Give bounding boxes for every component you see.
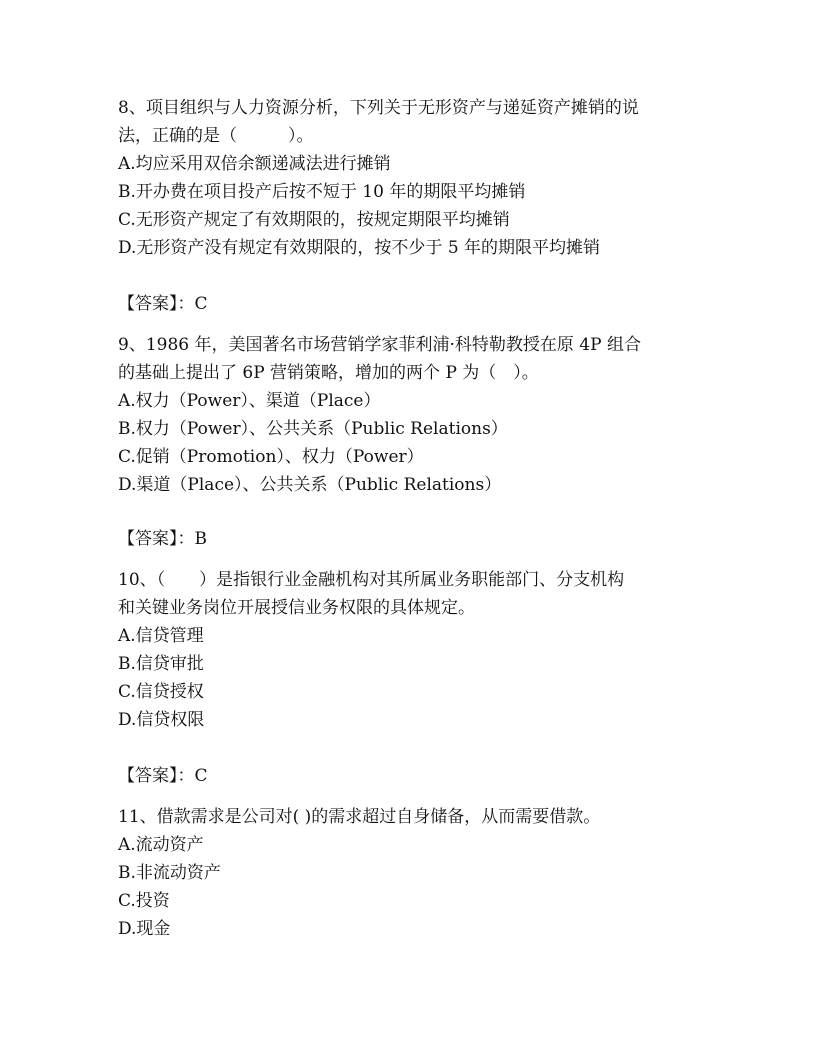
question-stem-line: 的基础上提出了 6P 营销策略，增加的两个 P 为（ ）。 (118, 363, 539, 383)
option-b: B.权力（Power）、公共关系（Public Relations） (118, 419, 508, 439)
option-d: D.现金 (118, 919, 171, 939)
question-9 (118, 331, 698, 499)
option-d: D.无形资产没有规定有效期限的，按不少于 5 年的期限平均摊销 (118, 238, 601, 258)
option-a: A.流动资产 (118, 835, 204, 855)
question-stem-line: 11、借款需求是公司对( )的需求超过自身储备，从而需要借款。 (118, 807, 601, 827)
option-d: D.渠道（Place）、公共关系（Public Relations） (118, 475, 502, 495)
option-a: A.均应采用双倍余额递减法进行摊销 (118, 154, 391, 174)
option-c: C.投资 (118, 891, 170, 911)
answer-9: 【答案】：B (118, 529, 207, 549)
question-8 (118, 94, 698, 262)
question-11 (118, 803, 698, 943)
option-d: D.信贷权限 (118, 710, 205, 730)
answer-10: 【答案】：C (118, 766, 208, 786)
option-a: A.信贷管理 (118, 626, 204, 646)
option-b: B.信贷审批 (118, 654, 204, 674)
question-stem-line: 法，正确的是（ ）。 (118, 126, 314, 146)
option-c: C.信贷授权 (118, 682, 204, 702)
option-c: C.无形资产规定了有效期限的，按规定期限平均摊销 (118, 210, 510, 230)
option-b: B.非流动资产 (118, 863, 221, 883)
option-c: C.促销（Promotion）、权力（Power） (118, 447, 424, 467)
question-10 (118, 566, 698, 734)
question-stem-line: 和关键业务岗位开展授信业务权限的具体规定。 (118, 598, 475, 618)
question-stem-line: 8、项目组织与人力资源分析，下列关于无形资产与递延资产摊销的说 (118, 98, 639, 118)
answer-8: 【答案】：C (118, 294, 208, 314)
question-stem-line: 9、1986 年，美国著名市场营销学家菲利浦·科特勒教授在原 4P 组合 (118, 335, 641, 355)
question-stem-line: 10、（ ）是指银行业金融机构对其所属业务职能部门、分支机构 (118, 570, 625, 590)
option-a: A.权力（Power）、渠道（Place） (118, 391, 381, 411)
option-b: B.开办费在项目投产后按不短于 10 年的期限平均摊销 (118, 182, 526, 202)
